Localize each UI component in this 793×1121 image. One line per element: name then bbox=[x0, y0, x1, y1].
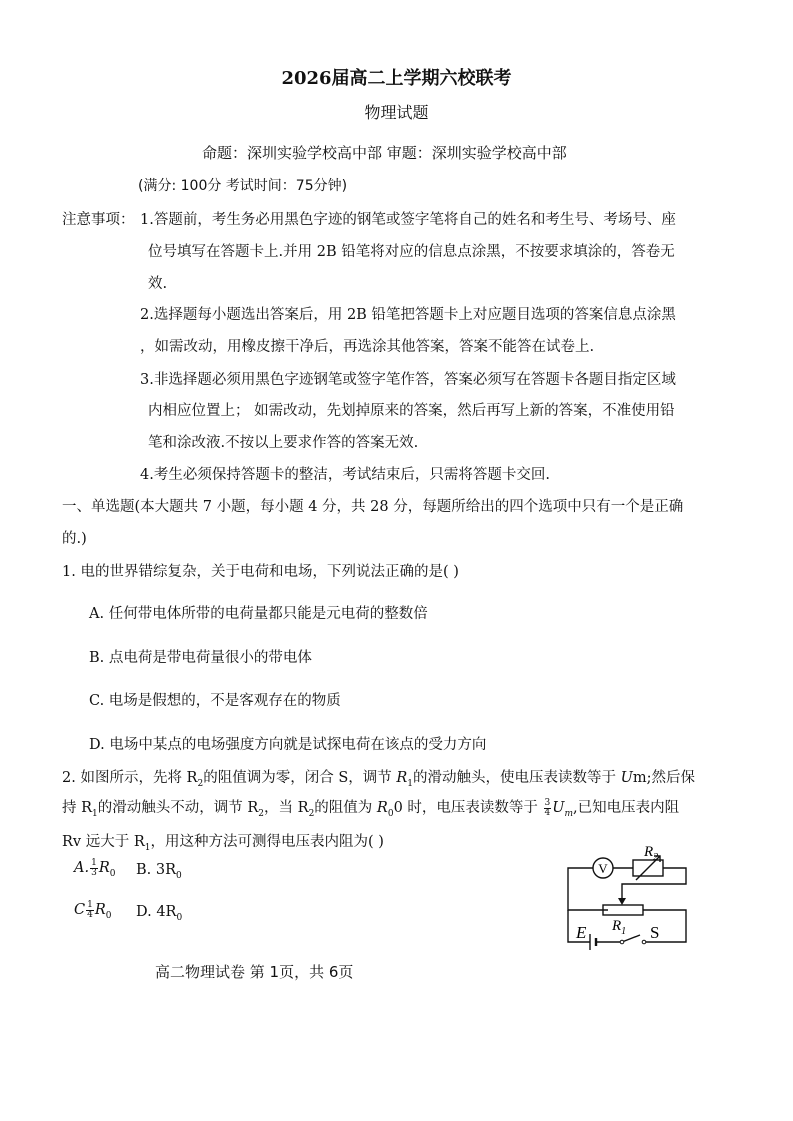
switch-contact bbox=[642, 940, 646, 944]
question-1-option-c: C. 电场是假想的，不是客观存在的物质 bbox=[89, 693, 341, 709]
notice-line: 3.非选择题必须用黑色字迹钢笔或签字笔作答，答案必须写在答题卡各题目指定区域 bbox=[140, 372, 676, 388]
question-2-line-1: 2. 如图所示，先将 $R_2$的阻值调为零，闭合 S，调节 $R_1$的滑动触头，使电压表读数等于 Um;然后保 bbox=[62, 770, 696, 789]
emf-label: E bbox=[576, 923, 587, 942]
question-1-stem: 1. 电的世界错综复杂，关于电荷和电场，下列说法正确的是( ) bbox=[62, 564, 459, 580]
section-heading-cont: 的.) bbox=[62, 531, 87, 547]
notice-line: 内相应位置上； 如需改动，先划掉原来的答案，然后再写上新的答案，不准使用铅 bbox=[148, 403, 675, 419]
notice-line: ，如需改动，用橡皮擦干净后，再选涂其他答案，答案不能答在试卷上. bbox=[140, 339, 595, 355]
question-2-option-c: C $\frac{1}{4}$ $R_0$ bbox=[74, 899, 112, 921]
switch-label: S bbox=[650, 923, 660, 942]
authors-line: 命题：深圳实验学校高中部 审题：深圳实验学校高中部 bbox=[202, 144, 567, 162]
section-heading: 一、单选题(本大题共 7 小题，每小题 4 分，共 28 分，每题所给出的四个选项中只有一个是正确 bbox=[62, 499, 684, 515]
notice-line: 1.答题前，考生务必用黑色字迹的钢笔或签字笔将自己的姓名和考生号、考场号、座 bbox=[140, 212, 676, 228]
question-2-line-2: 持 $R_1$的滑动触头不动，调节 $R_2$，当 $R_2$的阻值为 $R_00$ 时，电压表读数等于 $\frac{3}{4}$ $U_m$,已知电压表内阻 bbox=[62, 797, 680, 819]
r2-label: $R_2$ bbox=[644, 844, 659, 863]
notice-line: 笔和涂改液.不按以上要求作答的答案无效. bbox=[148, 435, 419, 451]
voltmeter-label: V bbox=[598, 861, 608, 876]
notice-line: 4.考生必须保持答题卡的整洁，考试结束后，只需将答题卡交回. bbox=[140, 467, 550, 483]
score-time-line: (满分: 100分 考试时间：75分钟) bbox=[138, 178, 348, 194]
switch-contact bbox=[620, 940, 624, 944]
page-footer: 高二物理试卷 第 1页，共 6页 bbox=[155, 963, 354, 981]
notice-label: 注意事项： bbox=[62, 212, 135, 228]
r1-resistor bbox=[603, 905, 643, 915]
notice-line: 位号填写在答题卡上.并用 2B 铅笔将对应的信息点涂黑，不按要求填涂的，答卷无 bbox=[148, 244, 675, 260]
question-1-option-b: B. 点电荷是带电荷量很小的带电体 bbox=[89, 650, 312, 666]
circuit-diagram bbox=[560, 838, 700, 950]
slider-arrowhead bbox=[618, 898, 626, 905]
notice-line: 2.选择题每小题选出答案后，用 2B 铅笔把答题卡上对应题目选项的答案信息点涂黑 bbox=[140, 307, 676, 323]
subject-title: 物理试题 bbox=[364, 103, 429, 122]
question-1-option-d: D. 电场中某点的电场强度方向就是试探电荷在该点的受力方向 bbox=[89, 737, 487, 753]
question-2-option-d: D. $4R_0$ bbox=[136, 904, 183, 923]
question-2-option-a: A. $\frac{1}{3}$ $R_0$ bbox=[74, 857, 116, 879]
question-2-line-3: Rv 远大于 $R_1$，用这种方法可测得电压表内阻为( ) bbox=[62, 834, 384, 853]
notice-line: 效. bbox=[148, 276, 168, 292]
fraction-three-quarters: $\frac{3}{4}$ bbox=[544, 797, 551, 818]
page-title: 2026届高二上学期六校联考 bbox=[281, 68, 512, 89]
question-1-option-a: A. 任何带电体所带的电荷量都只能是元电荷的整数倍 bbox=[89, 606, 428, 622]
top-right-wire bbox=[622, 868, 686, 902]
question-2-option-b: B. $3R_0$ bbox=[136, 862, 182, 881]
r1-label: $R_1$ bbox=[612, 918, 627, 937]
